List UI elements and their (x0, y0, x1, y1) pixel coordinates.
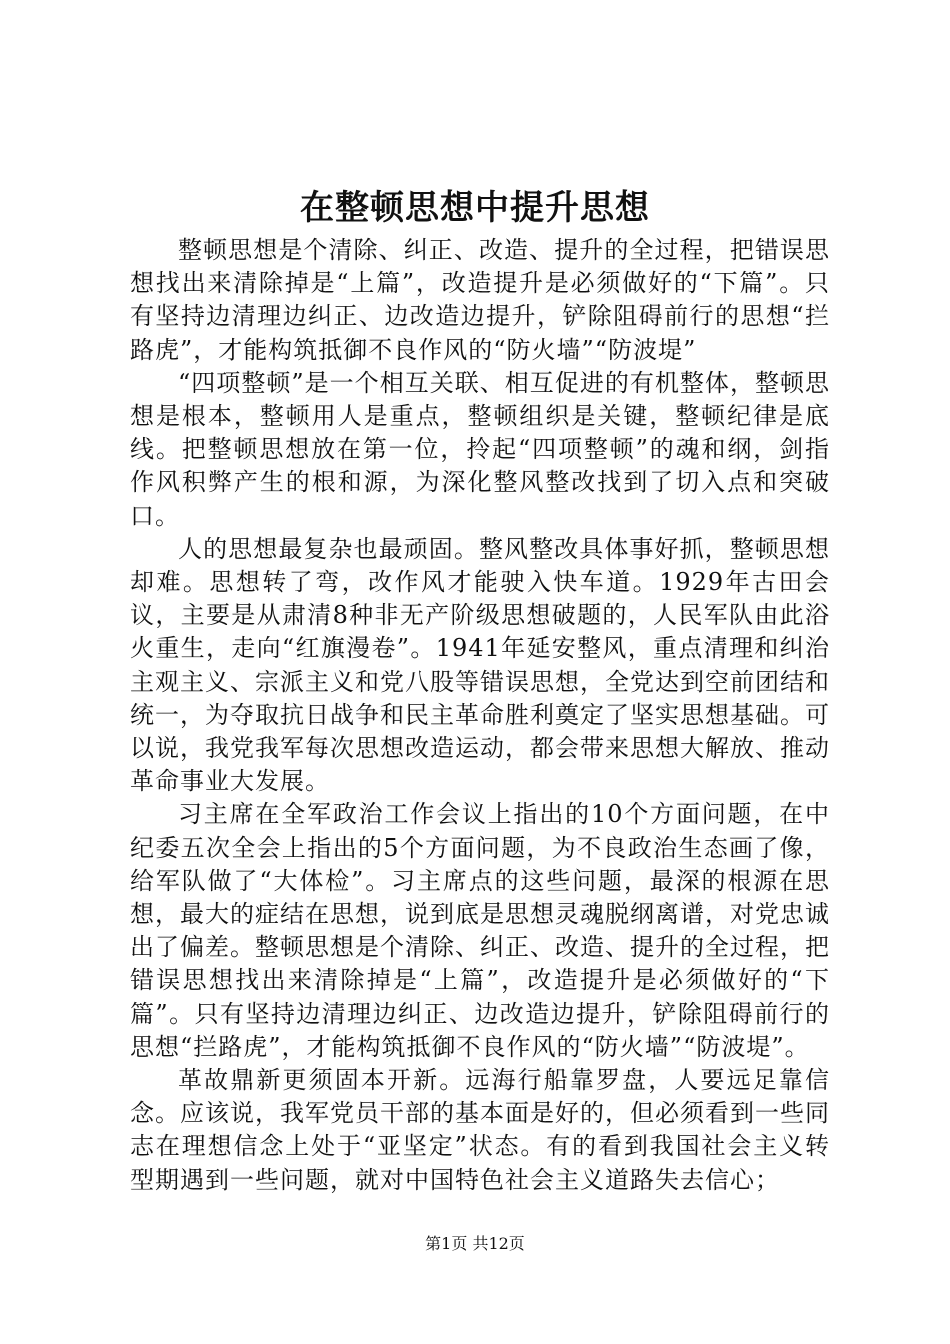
paragraph: 人的思想最复杂也最顽固。整风整改具体事好抓，整顿思想却难。思想转了弯，改作风才能驶入快车道。1929年古田会议，主要是从肃清8种非无产阶级思想破题的，人民军队由此浴火重生，走向“红旗漫卷”。1941年延安整风，重点清理和纠治主观主义、宗派主义和党八股等错误思想，全党达到空前团结和统一，为夺取抗日战争和民主革命胜利奠定了坚实思想基础。可以说，我党我军每次思想改造运动，都会带来思想大解放、推动革命事业大发展。 (130, 534, 830, 796)
paragraph: 整顿思想是个清除、纠正、改造、提升的全过程，把错误思想找出来清除掉是“上篇”，改造提升是必须做好的“下篇”。只有坚持边清理边纠正、边改造边提升，铲除阻碍前行的思想“拦路虎”，才能构筑抵御不良作风的“防火墙”“防波堤” (130, 236, 830, 364)
paragraph: 习主席在全军政治工作会议上指出的10个方面问题，在中纪委五次全会上指出的5个方面问题，为不良政治生态画了像，给军队做了“大体检”。习主席点的这些问题，最深的根源在思想，最大的症结在思想，说到底是思想灵魂脱纲离谱，对党忠诚出了偏差。整顿思想是个清除、纠正、改造、提升的全过程，把错误思想找出来清除掉是“上篇”，改造提升是必须做好的“下篇”。只有坚持边清理边纠正、边改造边提升，铲除阻碍前行的思想“拦路虎”，才能构筑抵御不良作风的“防火墙”“防波堤”。 (130, 800, 830, 1061)
page-indicator: 第1页 共12页 (425, 1234, 525, 1253)
paragraph: 革故鼎新更须固本开新。远海行船靠罗盘，人要远足靠信念。应该说，我军党员干部的基本面是好的，但必须看到一些同志在理想信念上处于“亚坚定”状态。有的看到我国社会主义转型期遇到一些问题，就对中国特色社会主义道路失去信心； (130, 1066, 830, 1194)
paragraph: “四项整顿”是一个相互关联、相互促进的有机整体，整顿思想是根本，整顿用人是重点，整顿组织是关键，整顿纪律是底线。把整顿思想放在第一位，拎起“四项整顿”的魂和纲，剑指作风积弊产生的根和源，为深化整风整改找到了切入点和突破口。 (130, 368, 830, 530)
document-title: 在整顿思想中提升思想 (300, 188, 650, 228)
document-body (130, 234, 830, 1197)
page-footer (0, 1232, 950, 1256)
